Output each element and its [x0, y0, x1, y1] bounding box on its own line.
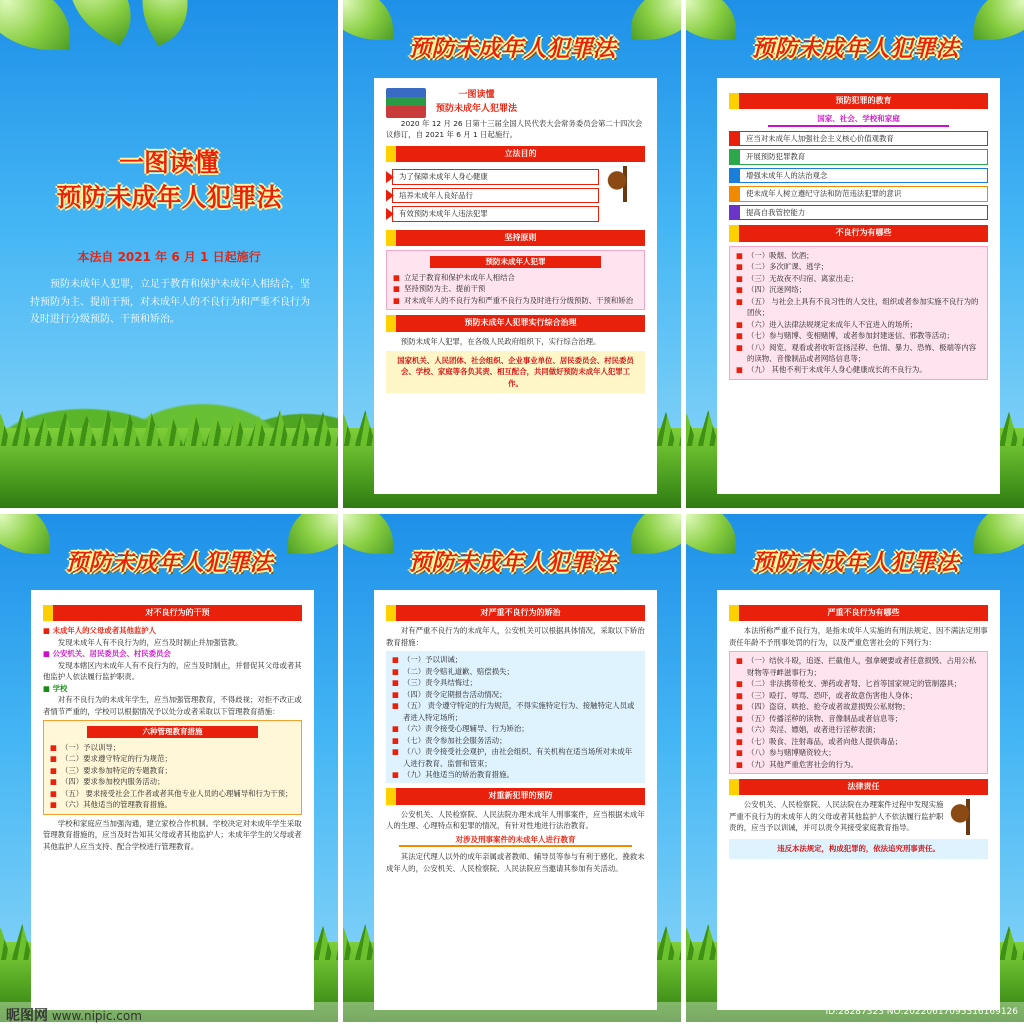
- banner-title: 预防未成年人犯罪法: [751, 35, 959, 62]
- purpose-item: 有效预防未成年人违法犯罪: [386, 206, 599, 221]
- list-item: ■ 立足于教育和保护未成年人相结合: [393, 272, 515, 282]
- effective-date: 本法自 2021 年 6 月 1 日起施行: [77, 250, 261, 264]
- education-item: 使未成年人树立遵纪守法和防范违法犯罪的意识: [729, 186, 988, 201]
- banner-title: 预防未成年人犯罪法: [751, 549, 959, 576]
- list-item: ■ 对未成年人的不良行为和严重不良行为及时进行分级预防、干预和矫治: [393, 295, 634, 305]
- list-item: ■ （五） 与社会上具有不良习性的人交往，组织或者参加实施不良行为的团伙；: [736, 296, 979, 318]
- panel-bad-behavior: [686, 0, 1024, 508]
- content-card: [717, 78, 1000, 494]
- content-card: [31, 590, 314, 1010]
- section-header: 对严重不良行为的矫治: [386, 605, 645, 621]
- highlight-box: 国家机关、人民团体、社会组织、企业事业单位、居民委员会、村民委员会、学校、家庭等各负其责、相互配合，共同做好预防未成年人犯罪工作。: [386, 351, 645, 393]
- watermark-bar: [0, 1002, 1024, 1024]
- body-text: 本法所称严重不良行为，是指未成年人实施的有刑法规定、因不满法定刑事责任年龄不予刑事处罚的行为，以及严重危害社会的下列行为：: [729, 626, 988, 647]
- grass-decoration: [0, 428, 338, 508]
- list-item: ■ （四）盗窃、哄抢、抢夺或者故意损毁公私财物；: [736, 702, 910, 712]
- list-item: ■ （六）责令接受心理辅导、行为矫治；: [392, 724, 529, 734]
- banner-title: 预防未成年人犯罪法: [408, 549, 616, 576]
- list-item: ■ （五） 责令遵守特定的行为规范，不得实施特定行为、接触特定人员或者进入特定场所；: [392, 701, 635, 722]
- list-item: ■ （三）无故夜不归宿、离家出走；: [736, 273, 858, 283]
- panel-serious-behavior: [686, 514, 1024, 1022]
- card-head: 预防未成年人犯罪法: [436, 104, 518, 114]
- purpose-item: 培养未成年人良好品行: [386, 188, 599, 203]
- sub-header: 预防未成年人犯罪: [430, 256, 602, 268]
- list-item: ■ （六）其他适当的管理教育措施。: [50, 800, 172, 810]
- section-header: 不良行为有哪些: [729, 225, 988, 241]
- list-item: ■ （九）其他严重危害社会的行为。: [736, 759, 858, 769]
- list-item: ■ （七）吸食、注射毒品，或者向他人提供毒品；: [736, 736, 903, 746]
- section-header: 立法目的: [386, 146, 645, 162]
- measures-box: [43, 720, 302, 814]
- list-item: ■ （八）责令接受社会观护，由社会组织、有关机构在适当场所对未成年人进行教育、监督和管束；: [392, 747, 633, 768]
- list-item: ■ （一）结伙斗殴，追逐、拦截他人，强拿硬要或者任意损毁、占用公私财物等寻衅滋事行为；: [736, 656, 977, 677]
- list-item: ■ （六）进入法律法规规定未成年人不宜进入的场所；: [736, 319, 917, 329]
- list-item: ■ 坚持预防为主、提前干预: [393, 284, 486, 294]
- body-text: 公安机关、人民检察院、人民法院办理未成年人刑事案件，应当根据未成年人的生理、心理特点和犯罪的情况，有针对性地进行法治教育。: [386, 809, 645, 831]
- content-card: [374, 78, 657, 494]
- bad-behavior-list: [729, 246, 988, 380]
- sub-header: 国家、社会、学校和家庭: [768, 113, 949, 127]
- list-item: ■ （七）参与赌博、变相赌博，或者参加封建迷信、邪教等活动；: [736, 331, 954, 341]
- list-item: ■ （二）非法携带枪支、弹药或者弩、匕首等国家规定的管制器具；: [736, 679, 962, 689]
- sub-header: 六种管理教育措施: [87, 726, 259, 738]
- list-item: ■ （二）要求遵守特定的行为规范；: [50, 754, 172, 764]
- watermark-id: ID:28287323 NO:20220617095316169126: [825, 1007, 1018, 1017]
- leaf-decoration: [124, 0, 207, 47]
- section-header: 坚持原则: [386, 230, 645, 246]
- panel-intervention: [0, 514, 338, 1022]
- list-item: ■ （三）责令具结悔过；: [392, 678, 477, 688]
- body-text: 其法定代理人以外的成年亲属或者教师、辅导员等参与有利于感化、挽救未成年人的，公安机关、人民检察院、人民法院应当邀请其参加有关活动。: [386, 852, 645, 873]
- banner-title: 预防未成年人犯罪法: [408, 35, 616, 62]
- cover-title: 一图读懂 预防未成年人犯罪法: [56, 148, 282, 212]
- panel-cover: [0, 0, 338, 508]
- section-header: 预防犯罪的教育: [729, 93, 988, 109]
- cover-body: 预防未成年人犯罪，立足于教育和保护未成年人相结合，坚持预防为主、提前干预，对未成年人的不良行为和严重不良行为及时进行分级预防、干预和矫治。: [30, 279, 310, 325]
- measures-box: [386, 651, 645, 783]
- list-item: ■ （四）沉迷网络；: [736, 285, 807, 295]
- list-item: ■ （五） 要求接受社会工作者或者其他专业人员的心理辅导和行为干预；: [50, 788, 293, 798]
- education-item: 增强未成年人的法治观念: [729, 168, 988, 183]
- list-item: ■ （五）传播淫秽的读物、音像制品或者信息等；: [736, 713, 903, 723]
- education-item: 开展预防犯罪教育: [729, 149, 988, 164]
- body-text: 预防未成年人犯罪，在各级人民政府组织下，实行综合治理。: [400, 336, 601, 346]
- sub-header: 对涉及刑事案件的未成年人进行教育: [399, 834, 632, 848]
- list-item: ■ （九）其他适当的矫治教育措施。: [392, 770, 514, 780]
- subheading: ■ 公安机关、居民委员会、村民委员会: [43, 649, 171, 659]
- list-item: ■ （一）予以训诫；: [392, 655, 463, 665]
- list-item: ■ （七）责令参加社会服务活动；: [392, 735, 507, 745]
- body-text: 发现本辖区内未成年人有不良行为的，应当及时制止，并督促其父母或者其他监护人依法履行监护职责。: [43, 660, 302, 682]
- section-header: 对重新犯罪的预防: [386, 788, 645, 804]
- list-item: ■ （八）参与赌博赌资较大；: [736, 748, 836, 758]
- education-list: [729, 131, 988, 220]
- list-item: ■ （二）责令赔礼道歉、赔偿损失；: [392, 666, 514, 676]
- list-item: ■ （一）吸烟、饮酒；: [736, 250, 814, 260]
- section-header: 对不良行为的干预: [43, 605, 302, 621]
- list-item: ■ （九） 其他不利于未成年人身心健康成长的不良行为。: [736, 365, 927, 375]
- education-item: 提高自我管控能力: [729, 205, 988, 220]
- list-item: ■ （二）多次旷课、逃学；: [736, 262, 829, 272]
- content-card: [374, 590, 657, 1010]
- list-item: ■ （三）殴打、辱骂、恐吓，或者故意伤害他人身体；: [736, 690, 917, 700]
- body-text: 对有不良行为的未成年学生，应当加强管理教育，不得歧视；对拒不改正或者情节严重的，学校可以根据情况予以处分或者采取以下管理教育措施：: [43, 695, 302, 716]
- leaf-decoration: [0, 0, 70, 50]
- body-text: 学校和家庭应当加强沟通，建立家校合作机制。学校决定对未成年学生采取管理教育措施的，应当及时告知其父母或者其他监护人；未成年学生的父母或者其他监护人应当支持、配合学校进行管理教育。: [43, 818, 302, 851]
- footnote: 违反本法规定，构成犯罪的，依法追究刑事责任。: [729, 839, 988, 858]
- card-head: 一图读懂: [458, 90, 495, 101]
- banner-title: 预防未成年人犯罪法: [65, 549, 273, 576]
- list-item: ■ （八）阅览、观看或者收听宣扬淫秽、色情、暴力、恐怖、极端等内容的读物、音像制品或者网络信息等；: [736, 342, 977, 363]
- section-header: 预防未成年人犯罪实行综合治理: [386, 315, 645, 331]
- section-header: 法律责任: [729, 779, 988, 795]
- list-item: ■ （一）予以训导；: [50, 742, 121, 752]
- list-item: ■ （六）卖淫、嫖娼，或者进行淫秽表演；: [736, 725, 881, 735]
- watermark-url[interactable]: www.nipic.com: [51, 1009, 142, 1023]
- watermark-brand: 昵图网: [6, 1008, 48, 1024]
- gavel-icon: [948, 799, 988, 835]
- panel-correction: [343, 514, 681, 1022]
- list-item: ■ （四）要求参加校内服务活动；: [50, 777, 165, 787]
- books-icon: [386, 88, 426, 118]
- subheading: ■ 未成年人的父母或者其他监护人: [43, 626, 157, 636]
- education-item: 应当对未成年人加强社会主义核心价值观教育: [729, 131, 988, 146]
- panel-purpose: [343, 0, 681, 508]
- list-item: ■ （四）责令定期报告活动情况；: [392, 689, 507, 699]
- content-card: [717, 590, 1000, 1010]
- subheading: ■ 学校: [43, 683, 68, 693]
- body-text: 公安机关、人民检察院、人民法院在办理案件过程中发现实施严重不良行为的未成年人的父母或者其他监护人不依法履行监护职责的，应当予以训诫，并可以责令其接受家庭教育指导。: [729, 800, 944, 833]
- section-header: 严重不良行为有哪些: [729, 605, 988, 621]
- gavel-icon: [605, 166, 645, 202]
- principles-box: [386, 250, 645, 310]
- body-text: 对有严重不良行为的未成年人，公安机关可以根据具体情况，采取以下矫治教育措施：: [386, 626, 645, 647]
- list-item: ■ （三）要求参加特定的专题教育；: [50, 765, 172, 775]
- purpose-item: 为了保障未成年人身心健康: [386, 169, 599, 184]
- body-text: 发现未成年人有不良行为的，应当及时制止并加强管教。: [57, 637, 243, 647]
- serious-behavior-list: [729, 651, 988, 774]
- intro-text: 2020 年 12 月 26 日第十三届全国人民代表大会常务委员会第二十四次会议修订，自 2021 年 6 月 1 日起施行。: [386, 119, 643, 140]
